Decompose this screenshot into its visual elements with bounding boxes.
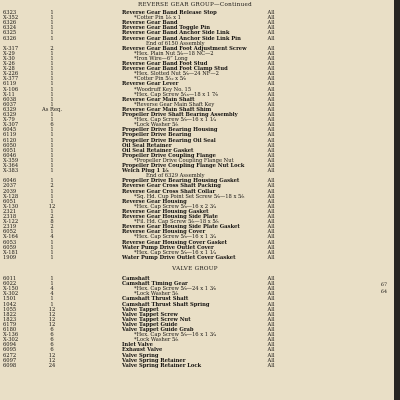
part-number: 6094: [3, 342, 17, 349]
quantity: 12: [48, 311, 56, 318]
part-description: *Lock Washer 5⁄₈: [134, 291, 179, 298]
section-heading-valve-group: VALVE GROUP: [172, 266, 218, 272]
part-description: Reverse Gear Band Toggle Pin: [122, 25, 210, 32]
part-description: Reverse Gear Band: [122, 20, 178, 27]
usage: All: [267, 122, 275, 129]
usage: All: [267, 224, 275, 231]
quantity: 1: [50, 71, 54, 78]
part-number: 6051: [3, 147, 17, 154]
part-description: Reverse Gear Main Shaft Shim: [122, 106, 212, 113]
part-description: Reverse Gear Cross Shaft Collar: [122, 188, 216, 195]
usage: All: [267, 229, 275, 236]
part-number: 1055: [3, 306, 17, 313]
part-number: 6329: [3, 112, 17, 118]
quantity: 12: [48, 203, 56, 210]
quantity: 4: [50, 286, 54, 293]
quantity: 1: [50, 81, 54, 88]
quantity: 1: [50, 61, 54, 67]
part-number: X-29: [3, 50, 15, 57]
quantity: 24: [48, 362, 56, 369]
part-description: *Hex. Cap Screw 5⁄₈—16 x 1 1⁄₄: [134, 249, 216, 256]
usage: All: [267, 327, 275, 333]
part-description: *Hex. Cap Screw 5⁄₈—16 x 1 3⁄₄: [134, 234, 216, 241]
part-description: Reverse Gear Housing Side Plate Gasket: [122, 224, 240, 231]
part-number: 2039: [3, 188, 17, 195]
usage: All: [267, 316, 275, 323]
usage: All: [267, 45, 275, 52]
part-number: X-302: [3, 337, 19, 344]
quantity: 1: [50, 91, 54, 98]
usage: All: [267, 357, 275, 364]
quantity: 1: [50, 117, 54, 124]
part-description: Oil Seal Retainer Gasket: [122, 147, 194, 154]
quantity: 1: [50, 178, 54, 185]
part-description: *Cotter Pin 5⁄₃₂ x 5⁄₈: [134, 76, 186, 83]
part-description: Camshaft Thrust Shaft Spring: [122, 301, 210, 308]
part-description: End of 6150 Assembly: [146, 40, 205, 47]
part-number: 2037: [3, 183, 17, 190]
part-number: X-79: [3, 117, 15, 124]
part-number: 6038: [3, 96, 17, 103]
part-number: 6272: [3, 352, 17, 359]
part-number: 6325: [3, 30, 17, 37]
part-number: X-11: [3, 91, 15, 98]
quantity: 1: [50, 76, 54, 83]
quantity: 1: [50, 208, 54, 215]
quantity: 1: [50, 101, 54, 108]
part-description: Valve Spring Retainer Lock: [122, 362, 202, 369]
usage: All: [267, 15, 275, 22]
part-number: X-136: [3, 332, 19, 339]
part-description: Welch Plug 1 1⁄₈: [122, 168, 169, 175]
usage: All: [267, 86, 275, 93]
usage: All: [267, 198, 275, 205]
part-number: X-106: [3, 86, 19, 93]
quantity: 1: [50, 276, 54, 282]
usage: All: [267, 157, 275, 164]
part-number: 6053: [3, 239, 17, 246]
part-number: X-128: [3, 193, 19, 200]
part-description: Valve Spring: [122, 352, 159, 359]
part-number: 6324: [3, 25, 17, 32]
part-description: Valve Tappet Guide: [122, 321, 178, 328]
quantity: 1: [50, 229, 54, 236]
quantity: 6: [50, 337, 54, 344]
part-description: Reverse Gear Band Anchor Side Link: [122, 30, 230, 37]
usage: All: [267, 81, 275, 88]
usage: All: [267, 178, 275, 185]
quantity: 1: [50, 188, 54, 195]
part-description: Valve Tappet Guide Grab: [122, 327, 194, 333]
part-number: 6097: [3, 357, 17, 364]
quantity: 1: [50, 86, 54, 93]
usage: All: [267, 35, 275, 42]
part-number: 1501: [3, 296, 17, 303]
page-binding-edge: [394, 0, 400, 400]
usage: All: [267, 286, 275, 293]
quantity: 1: [50, 30, 54, 37]
part-number: X-364: [3, 163, 19, 169]
usage: All: [267, 147, 275, 154]
quantity: 6: [50, 327, 54, 333]
part-description: *Iron Wire—6” Long: [134, 55, 188, 62]
part-description: Valve Tappet Screw Nut: [122, 316, 191, 323]
part-number: X-302: [3, 291, 19, 298]
usage: All: [267, 254, 275, 261]
quantity: 12: [48, 357, 56, 364]
quantity: 4: [50, 291, 54, 298]
usage: All: [267, 101, 275, 108]
quantity: 12: [48, 321, 56, 328]
part-number: X-150: [3, 286, 19, 293]
quantity: 1: [50, 137, 54, 144]
section-heading-reverse-gear: REVERSE GEAR GROUP—Continued: [137, 2, 253, 8]
part-number: 2318: [3, 214, 17, 220]
part-description: Water Pump Drive Outlet Cover: [122, 244, 214, 251]
part-description: Propeller Drive Bearing Housing: [122, 127, 218, 134]
part-number: X-130: [3, 203, 19, 210]
usage: All: [267, 219, 275, 226]
usage: All: [267, 76, 275, 83]
part-description: Reverse Gear Housing: [122, 198, 187, 205]
quantity: 2: [50, 214, 54, 220]
usage: All: [267, 96, 275, 103]
part-description: *Hex. Cap Screw 5⁄₈—16 x 1 3⁄₄: [134, 332, 216, 339]
quantity: 1: [50, 193, 54, 200]
part-number: 6011: [3, 276, 17, 282]
part-number: 6052: [3, 229, 17, 236]
part-number: 6046: [3, 178, 17, 185]
usage: All: [267, 352, 275, 359]
part-description: Camshaft: [122, 276, 150, 282]
usage: All: [267, 203, 275, 210]
part-description: Water Pump Drive Outlet Cover Gasket: [122, 254, 236, 261]
part-description: *Woodruff Key No. 15: [134, 86, 192, 93]
part-number: 6050: [3, 142, 17, 149]
usage: All: [267, 71, 275, 78]
usage: All: [267, 142, 275, 149]
part-number: X-164: [3, 234, 19, 241]
usage: All: [267, 281, 275, 288]
margin-note-1: 67: [380, 283, 387, 288]
part-description: *Hex. Slotted Nut 5⁄₈—24 NF—2: [134, 71, 219, 78]
part-description: Reverse Gear Cross Shaft Packing: [122, 183, 221, 190]
usage: All: [267, 132, 275, 139]
usage: All: [267, 234, 275, 241]
part-description: Propeller Drive Bearing Oil Seal: [122, 137, 216, 144]
quantity: 1: [50, 254, 54, 261]
part-description: Reverse Gear Lever: [122, 81, 179, 88]
part-number: X-377: [3, 76, 19, 83]
part-description: *Hex. Plain Nut 5⁄₈—18 NC—2: [134, 50, 214, 57]
usage: All: [267, 55, 275, 62]
quantity: 6: [50, 332, 54, 339]
parts-row: [0, 363, 390, 370]
quantity: 1: [50, 35, 54, 42]
part-number: 6095: [3, 347, 17, 354]
part-description: *Reverse Gear Main Shaft Key: [134, 101, 215, 108]
part-number: X-383: [3, 168, 19, 175]
quantity: 2: [50, 183, 54, 190]
quantity: 1: [50, 55, 54, 62]
part-number: X-317: [3, 45, 19, 52]
usage: All: [267, 127, 275, 134]
part-description: Propeller Drive Bearing: [122, 132, 192, 139]
part-description: Reverse Gear Housing Gasket: [122, 208, 209, 215]
part-description: *Lock Washer 5⁄₈: [134, 122, 179, 129]
part-number: 1042: [3, 301, 17, 308]
quantity: 6: [50, 347, 54, 354]
part-description: Propeller Drive Coupling Flange Nut Lock: [122, 163, 245, 169]
part-number: 1909: [3, 254, 17, 261]
part-description: Reverse Gear Housing Cover: [122, 229, 206, 236]
quantity: 12: [48, 316, 56, 323]
quantity: 1: [50, 157, 54, 164]
part-description: Reverse Gear Band Foot Clamp Stud: [122, 66, 228, 73]
quantity: 12: [48, 352, 56, 359]
quantity: 2: [50, 45, 54, 52]
part-description: Reverse Gear Main Shaft: [122, 96, 195, 103]
quantity: 1: [50, 25, 54, 32]
quantity: 1: [50, 281, 54, 288]
part-description: *Lock Washer 5⁄₈: [134, 337, 179, 344]
part-description: Reverse Gear Band Foot Adjustment Screw: [122, 45, 247, 52]
part-number: 2321: [3, 208, 17, 215]
part-number: X-28: [3, 66, 15, 73]
part-number: 6051: [3, 198, 17, 205]
usage: All: [267, 112, 275, 118]
part-number: X-26: [3, 61, 15, 67]
part-description: Reverse Gear Band Release Stop: [122, 10, 217, 16]
quantity: 1: [50, 152, 54, 159]
quantity: 1: [50, 15, 54, 22]
usage: All: [267, 137, 275, 144]
part-number: X-122: [3, 219, 19, 226]
part-description: Reverse Gear Housing Side Plate: [122, 214, 218, 220]
usage: All: [267, 50, 275, 57]
usage: All: [267, 306, 275, 313]
usage: All: [267, 301, 275, 308]
part-description: Reverse Gear Housing Cover Gasket: [122, 239, 227, 246]
part-number: 2319: [3, 224, 17, 231]
quantity: 1: [50, 10, 54, 16]
usage: All: [267, 296, 275, 303]
usage: All: [267, 61, 275, 67]
part-number: 6059: [3, 244, 17, 251]
quantity: 1: [50, 168, 54, 175]
quantity: 1: [50, 50, 54, 57]
quantity: 1: [50, 142, 54, 149]
quantity: 1: [50, 249, 54, 256]
usage: All: [267, 163, 275, 169]
usage: All: [267, 276, 275, 282]
part-number: X-181: [3, 249, 19, 256]
part-description: *Cotter Pin 1⁄₈ x 1: [134, 15, 181, 22]
part-number: 6119: [3, 132, 17, 139]
usage: All: [267, 208, 275, 215]
usage: All: [267, 183, 275, 190]
quantity: 1: [50, 66, 54, 73]
quantity: 1: [50, 198, 54, 205]
usage: All: [267, 332, 275, 339]
part-description: Camshaft Thrust Shaft: [122, 296, 189, 303]
part-number: X-226: [3, 71, 19, 78]
quantity: 1: [50, 127, 54, 134]
part-number: 6326: [3, 35, 17, 42]
usage: All: [267, 30, 275, 37]
part-description: Propeller Drive Shaft Bearing Assembly: [122, 112, 238, 118]
part-description: Inlet Valve: [122, 342, 153, 349]
margin-note-2: 64: [380, 290, 387, 295]
part-number: 6022: [3, 281, 17, 288]
part-description: Camshaft Timing Gear: [122, 281, 188, 288]
quantity: 1: [50, 132, 54, 139]
part-description: Reverse Gear Band Anchor Side Link Pin: [122, 35, 241, 42]
usage: All: [267, 337, 275, 344]
quantity: 6: [50, 122, 54, 129]
part-description: *Hex. Cap Screw 5⁄₈—16 x 1 1⁄₄: [134, 117, 216, 124]
part-description: *Sq. Hd. Cup Point Set Screw 5⁄₈—18 x 5⁄₈: [134, 193, 245, 200]
part-number: 6119: [3, 81, 17, 88]
usage: All: [267, 66, 275, 73]
part-number: 6179: [3, 321, 17, 328]
part-number: 6329: [3, 106, 17, 113]
part-description: *Fil. Hd. Cap Screw 5⁄₈—18 x 5⁄₈: [134, 219, 219, 226]
usage: All: [267, 25, 275, 32]
quantity: 1: [50, 244, 54, 251]
usage: All: [267, 244, 275, 251]
part-number: X-307: [3, 122, 19, 129]
part-description: Valve Tappet: [122, 306, 159, 313]
part-description: *Hex. Cap Screw 5⁄₈—24 x 1 3⁄₈: [134, 286, 216, 293]
quantity: 1: [50, 96, 54, 103]
usage: All: [267, 168, 275, 175]
part-number: X-359: [3, 157, 19, 164]
usage: All: [267, 193, 275, 200]
part-description: Oil Seal Retainer: [122, 142, 172, 149]
part-number: 6180: [3, 327, 17, 333]
part-number: X-30: [3, 55, 15, 62]
usage: All: [267, 311, 275, 318]
part-description: *Hex. Cap Screw 5⁄₁₆—18 x 1 7⁄₈: [134, 91, 219, 98]
part-description: Reverse Gear Band Foot Stud: [122, 61, 208, 67]
quantity: 12: [48, 306, 56, 313]
quantity: As Req.: [41, 106, 62, 113]
quantity: 1: [50, 20, 54, 27]
usage: All: [267, 91, 275, 98]
quantity: 1: [50, 112, 54, 118]
quantity: 8: [50, 219, 54, 226]
quantity: 1: [50, 296, 54, 303]
usage: All: [267, 20, 275, 27]
usage: All: [267, 152, 275, 159]
usage: All: [267, 321, 275, 328]
parts-row: [0, 255, 390, 262]
usage: All: [267, 106, 275, 113]
usage: All: [267, 291, 275, 298]
part-description: Propeller Drive Bearing Housing Gasket: [122, 178, 240, 185]
part-description: Exhaust Valve: [122, 347, 163, 354]
part-number: 6046: [3, 152, 17, 159]
part-description: Valve Tappet Screw: [122, 311, 178, 318]
quantity: 4: [50, 234, 54, 241]
quantity: 1: [50, 163, 54, 169]
usage: All: [267, 347, 275, 354]
quantity: 1: [50, 147, 54, 154]
part-number: 6323: [3, 10, 17, 16]
usage: All: [267, 239, 275, 246]
usage: All: [267, 188, 275, 195]
quantity: 6: [50, 342, 54, 349]
part-number: X-352: [3, 15, 19, 22]
usage: All: [267, 249, 275, 256]
usage: All: [267, 10, 275, 16]
part-description: Propeller Drive Coupling Flange: [122, 152, 216, 159]
part-number: 1823: [3, 316, 17, 323]
part-number: 6326: [3, 20, 17, 27]
part-number: 6045: [3, 127, 17, 134]
usage: All: [267, 214, 275, 220]
part-number: 6037: [3, 101, 17, 108]
part-description: End of 6329 Assembly: [146, 173, 205, 180]
usage: All: [267, 117, 275, 124]
part-description: *Hex. Cap Screw 5⁄₈—16 x 2 3⁄₄: [134, 203, 216, 210]
part-description: *Propeller Drive Coupling Flange Nut: [134, 157, 234, 164]
part-number: 1822: [3, 311, 17, 318]
quantity: 1: [50, 301, 54, 308]
part-number: 6098: [3, 362, 17, 369]
part-number: 6120: [3, 137, 17, 144]
part-description: Valve Spring Retainer: [122, 357, 186, 364]
quantity: 1: [50, 239, 54, 246]
quantity: 2: [50, 224, 54, 231]
usage: All: [267, 342, 275, 349]
usage: All: [267, 362, 275, 369]
